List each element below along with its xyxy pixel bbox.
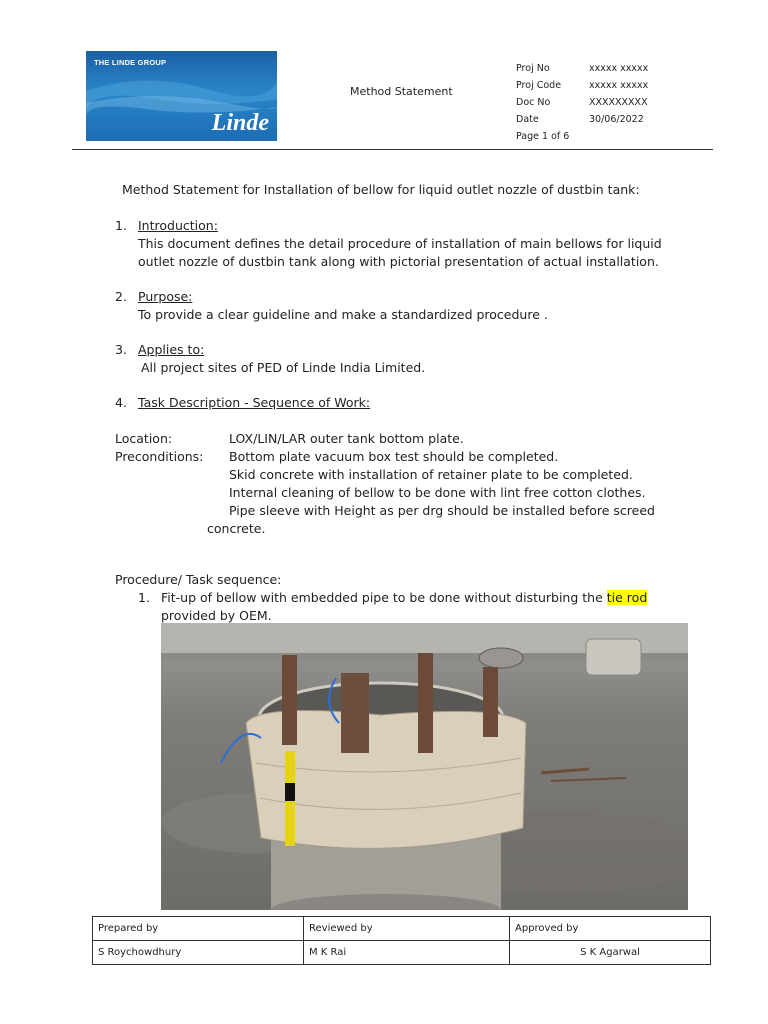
meta-row <box>516 60 648 77</box>
approved-by-name: S K Agarwal <box>510 941 711 965</box>
procedure-heading: Procedure/ Task sequence: <box>115 572 282 587</box>
section-number: 1. <box>115 218 127 233</box>
precondition-line: Bottom plate vacuum box test should be completed. <box>229 449 559 464</box>
document-title: Method Statement for Installation of bellow for liquid outlet nozzle of dustbin tank: <box>122 182 640 197</box>
location-value: LOX/LIN/LAR outer tank bottom plate. <box>229 431 464 446</box>
prepared-by-name: S Roychowdhury <box>93 941 304 965</box>
reviewed-by-name: M K Rai <box>304 941 510 965</box>
meta-row <box>516 111 648 128</box>
approved-by-label: Approved by <box>510 917 711 941</box>
section-number: 2. <box>115 289 127 304</box>
meta-value: xxxxx xxxxx <box>589 80 649 91</box>
section-text: All project sites of PED of Linde India Limited. <box>141 360 426 375</box>
logo-wordmark: Linde <box>211 110 269 136</box>
linde-logo <box>86 51 277 141</box>
section-heading: Introduction: <box>138 218 218 233</box>
section-heading: Task Description - Sequence of Work: <box>138 395 371 410</box>
highlighted-text: tie rod <box>606 590 648 605</box>
header-divider <box>72 149 713 150</box>
section-text: To provide a clear guideline and make a standardized procedure . <box>138 307 548 322</box>
precondition-wrap: concrete. <box>207 521 266 536</box>
signoff-header-row <box>93 917 711 941</box>
preconditions-label: Preconditions: <box>115 449 204 464</box>
section-text-line: This document defines the detail procedure of installation of main bellows for liquid <box>138 236 662 251</box>
precondition-line: Internal cleaning of bellow to be done with lint free cotton clothes. <box>229 485 646 500</box>
meta-label: Proj No <box>516 63 550 74</box>
step-text-continued: provided by OEM. <box>161 608 272 623</box>
section-number: 3. <box>115 342 127 357</box>
step-text-main: Fit-up of bellow with embedded pipe to be done without disturbing the <box>161 590 603 605</box>
reviewed-by-label: Reviewed by <box>304 917 510 941</box>
meta-label: Date <box>516 114 539 125</box>
installation-photo <box>161 623 688 910</box>
location-label: Location: <box>115 431 173 446</box>
signoff-name-row <box>93 941 711 965</box>
meta-value: xxxxx xxxxx <box>589 63 649 74</box>
meta-row <box>516 94 648 111</box>
section-heading: Applies to: <box>138 342 205 357</box>
location-preconditions <box>0 430 768 540</box>
meta-label: Proj Code <box>516 80 562 91</box>
precondition-line: Pipe sleeve with Height as per drg should be installed before screed <box>229 503 655 518</box>
precondition-line: Skid concrete with installation of retainer plate to be completed. <box>229 467 633 482</box>
meta-value: 30/06/2022 <box>589 114 644 125</box>
meta-row <box>516 77 648 94</box>
step-text <box>161 589 647 607</box>
header-title: Method Statement <box>350 85 453 98</box>
page-number: Page 1 of 6 <box>516 131 570 142</box>
prepared-by-label: Prepared by <box>93 917 304 941</box>
step-number: 1. <box>138 590 150 605</box>
meta-value: XXXXXXXXX <box>589 97 648 108</box>
procedure-section <box>0 571 768 623</box>
logo-group-text: THE LINDE GROUP <box>94 58 167 67</box>
section-heading: Purpose: <box>138 289 193 304</box>
document-meta <box>516 60 648 145</box>
signoff-table <box>92 916 711 965</box>
section-text-line: outlet nozzle of dustbin tank along with pictorial presentation of actual installation. <box>138 254 659 269</box>
section-number: 4. <box>115 395 127 410</box>
meta-label: Doc No <box>516 97 551 108</box>
